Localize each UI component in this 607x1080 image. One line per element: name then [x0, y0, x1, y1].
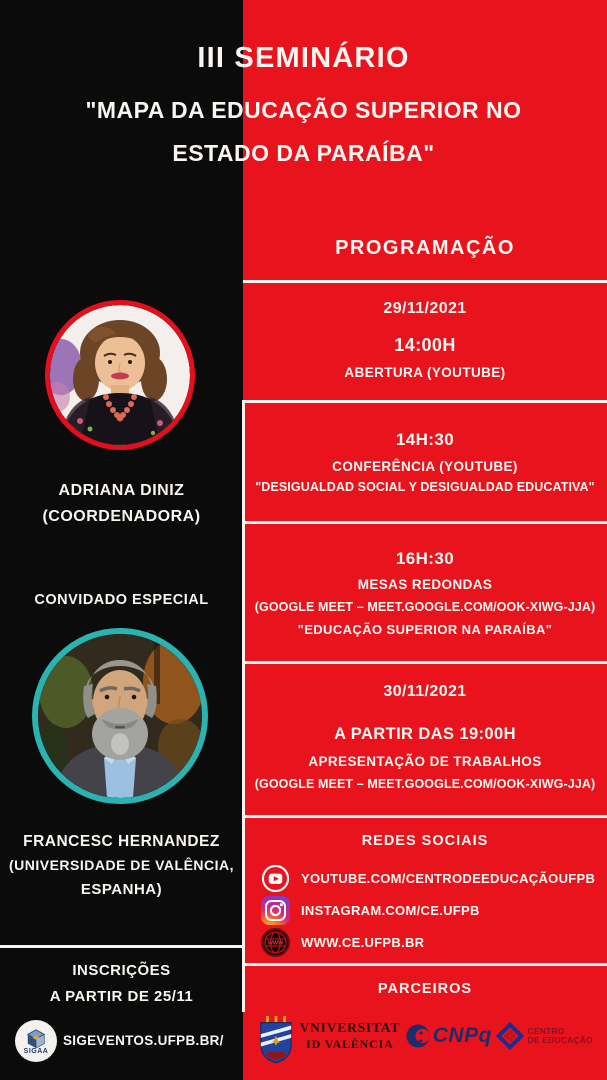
program-divider-3 — [243, 521, 607, 524]
session-detail: APRESENTAÇÃO DE TRABALHOS — [308, 754, 542, 769]
program-divider-6 — [243, 963, 607, 966]
session-detail: (GOOGLE MEET – MEET.GOOGLE.COM/OOK-XIWG-JJA) — [254, 777, 596, 791]
valencia-logo-line1: VNIVERSITAT — [299, 1020, 401, 1035]
registration-line2: A PARTIR DE 25/11 — [49, 988, 194, 1005]
program-divider-4 — [243, 661, 607, 664]
social-link-label: WWW.CE.UFPB.BR — [301, 934, 425, 950]
guest-portrait-illustration — [38, 634, 202, 798]
cnpq-head-icon — [405, 1022, 431, 1050]
coordinator-photo — [45, 300, 195, 450]
session-time: 14:00H — [394, 335, 456, 355]
guest-name: FRANCESC HERNANDEZ — [23, 833, 220, 850]
registration-line1: INSCRIÇÕES — [72, 962, 171, 979]
poster-subtitle-line1: "MAPA DA EDUCAÇÃO SUPERIOR NO — [85, 97, 522, 123]
session-detail: (GOOGLE MEET – MEET.GOOGLE.COM/OOK-XIWG-JJA) — [254, 600, 596, 614]
program-column — [243, 0, 607, 1080]
social-link-label: INSTAGRAM.COM/CE.UFPB — [301, 902, 480, 918]
youtube-icon — [261, 864, 290, 893]
left-section-divider — [0, 945, 243, 948]
centro-logo-line1: CENTRO — [527, 1026, 565, 1036]
guest-affiliation-line1: (UNIVERSIDADE DE VALÊNCIA, — [8, 857, 235, 873]
session-time: 14H:30 — [395, 430, 455, 449]
registration-site-url: SIGEVENTOS.UFPB.BR/ — [63, 1033, 224, 1048]
session-detail: MESAS REDONDAS — [357, 577, 493, 592]
centro-educacao-icon — [496, 1022, 524, 1050]
poster-subtitle-line2: ESTADO DA PARAÍBA" — [172, 140, 435, 166]
special-guest-label: CONVIDADO ESPECIAL — [34, 592, 209, 608]
guest-affiliation-line2: ESPANHA) — [80, 881, 163, 898]
cnpq-logo — [405, 1022, 492, 1050]
instagram-icon — [261, 896, 290, 925]
session-date: 29/11/2021 — [383, 300, 467, 317]
ufpb-crest-logo — [257, 1007, 295, 1065]
program-divider-5 — [243, 815, 607, 818]
social-heading: REDES SOCIAIS — [361, 833, 489, 849]
guest-photo — [32, 628, 208, 804]
social-link-youtube — [261, 862, 595, 894]
partners-heading: PARCEIROS — [377, 981, 473, 997]
session-detail: CONFERÊNCIA (YOUTUBE) — [332, 459, 518, 474]
sigaa-cube-icon — [23, 1028, 49, 1050]
social-link-website — [261, 926, 424, 958]
coordinator-role: (COORDENADORA) — [42, 508, 201, 525]
program-divider-1 — [243, 280, 607, 283]
globe-icon — [261, 928, 290, 957]
social-link-label: YOUTUBE.COM/CENTRODEEDUCAÇÃOUFPB — [301, 870, 596, 886]
sigaa-logo — [15, 1020, 57, 1062]
session-time: A PARTIR DAS 19:00H — [334, 725, 516, 743]
social-link-instagram — [261, 894, 480, 926]
poster-title: III SEMINÁRIO — [197, 42, 410, 74]
valencia-logo-line2: ID VALÈNCIA — [306, 1037, 394, 1051]
session-detail: "EDUCAÇÃO SUPERIOR NA PARAÍBA" — [297, 622, 553, 637]
partner-logos-row — [243, 1002, 607, 1070]
sigaa-label: SIGAA — [23, 1047, 49, 1055]
session-date: 30/11/2021 — [383, 683, 467, 700]
coordinator-name: ADRIANA DINIZ — [58, 482, 185, 499]
session-time: 16H:30 — [395, 549, 455, 568]
cnpq-label: CNPq — [432, 1024, 492, 1047]
program-divider-2 — [243, 400, 607, 403]
session-detail: ABERTURA (YOUTUBE) — [344, 365, 506, 380]
universitat-valencia-logo — [300, 1020, 401, 1052]
globe-icon-text: WWW — [267, 940, 284, 947]
session-detail: "DESIGUALDAD SOCIAL Y DESIGUALDAD EDUCATIVA" — [255, 480, 595, 494]
program-heading: PROGRAMAÇÃO — [335, 237, 515, 259]
centro-logo-line2: DE EDUCAÇÃO — [527, 1035, 593, 1045]
centro-educacao-logo — [496, 1022, 592, 1050]
coordinator-portrait-illustration — [50, 305, 190, 445]
